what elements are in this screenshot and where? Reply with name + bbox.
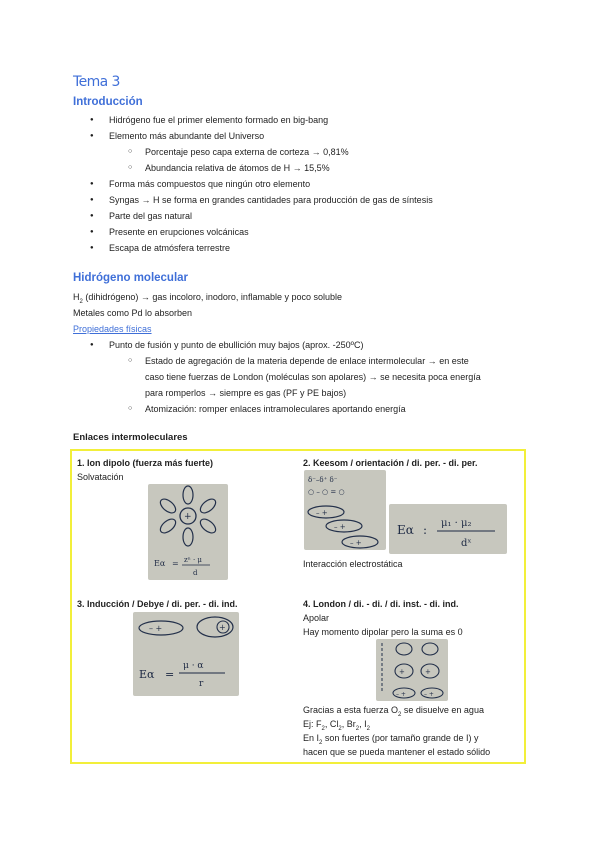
- svg-text:=: =: [172, 559, 179, 568]
- svg-text:+: +: [399, 668, 405, 676]
- list-item: caso tiene fuerzas de London (moléculas son apolares) → se necesita poca energía: [145, 372, 481, 382]
- cell3-formula-num: μ · α: [183, 661, 204, 671]
- list-item: ○ Abundancia relativa de átomos de H → 15,5%: [73, 160, 433, 176]
- cell4-line-en-i2: En $I_2$ son fuertes (por tamaño grande de I) y: [303, 733, 479, 746]
- cell1-formula-left: Eα: [154, 559, 166, 568]
- props-list: [73, 337, 481, 417]
- page-title: Tema 3: [73, 74, 120, 90]
- svg-text:– +: – +: [334, 523, 346, 531]
- list-item: ● Hidrógeno fue el primer elemento formado en big-bang: [73, 112, 433, 128]
- list-item: ● Elemento más abundante del Universo: [73, 128, 433, 144]
- cell1-formula-num: zⁿ · μ: [184, 556, 202, 564]
- cell4-line-solido: hacen que se pueda mantener el estado sólido: [303, 747, 491, 757]
- cell3-title: 3. Inducción / Debye / di. per. - di. ind.: [77, 599, 238, 609]
- propiedades-fisicas-link[interactable]: Propiedades físicas: [73, 324, 152, 334]
- cell2-formula-left: Eα: [397, 523, 414, 537]
- cell4-title: 4. London / di. - di. / di. inst. - di. ind.: [303, 599, 459, 609]
- list-item: ● Forma más compuestos que ningún otro elemento: [73, 176, 433, 192]
- svg-text:– +: – +: [149, 624, 163, 633]
- cell2-title: 2. Keesom / orientación / di. per. - di. per.: [303, 458, 478, 468]
- svg-text:○ – ○ = ○: ○ – ○ = ○: [308, 488, 345, 496]
- svg-text:– +: – +: [424, 691, 434, 698]
- list-item: ○ Porcentaje peso capa externa de corteza → 0,81%: [73, 144, 433, 160]
- svg-text:=: =: [165, 668, 175, 681]
- svg-text:+: +: [184, 512, 192, 522]
- cell4-line-gracias: Gracias a esta fuerza $O_2$ se disuelve en agua: [303, 705, 484, 718]
- molecular-line-1: $H_2$ (dihidrógeno) → gas incoloro, inodoro, inflamable y poco soluble: [73, 292, 342, 305]
- keesom-formula-image: [389, 504, 507, 554]
- cell1-formula-den: d: [193, 569, 198, 577]
- list-item: ○ Estado de agregación de la materia depende de enlace intermolecular → en este: [73, 353, 481, 369]
- cell2-caption: Interacción electrostática: [303, 559, 403, 569]
- list-item: ● Parte del gas natural: [73, 208, 433, 224]
- svg-text:– +: – +: [316, 509, 328, 517]
- intro-list: [73, 112, 433, 256]
- svg-text:– +: – +: [396, 691, 406, 698]
- cell1-title: 1. Ion dipolo (fuerza más fuerte): [77, 458, 214, 468]
- svg-text:δ⁻–δ⁺ δ⁻: δ⁻–δ⁺ δ⁻: [308, 476, 338, 484]
- ion-dipolo-image: [148, 484, 228, 580]
- list-item: ● Escapa de atmósfera terrestre: [73, 240, 433, 256]
- cell3-formula-left: Eα: [139, 668, 155, 681]
- debye-image: [133, 612, 239, 696]
- cell4-line-momento: Hay momento dipolar pero la suma es 0: [303, 627, 463, 637]
- cell1-subtitle: Solvatación: [77, 472, 124, 482]
- svg-text:– +: – +: [350, 539, 362, 547]
- london-image: [376, 639, 448, 701]
- molecular-line-2: Metales como Pd lo absorben: [73, 308, 193, 318]
- list-item: ○ Atomización: romper enlaces intramoleculares aportando energía: [73, 401, 481, 417]
- svg-text::: :: [423, 523, 428, 537]
- cell2-formula-den: dˣ: [461, 538, 472, 549]
- cell4-line-apolar: Apolar: [303, 613, 330, 623]
- list-item: ● Presente en erupciones volcánicas: [73, 224, 433, 240]
- cell2-formula-num: μ₁ · μ₂: [441, 518, 472, 529]
- cell3-formula-den: r: [199, 679, 204, 689]
- list-item: para romperlos → siempre es gas (PF y PE bajos): [145, 388, 347, 398]
- keesom-dipoles-image: [304, 470, 386, 550]
- section-heading-introduccion: Introducción: [73, 96, 143, 108]
- section-heading-hidrogeno-molecular: Hidrógeno molecular: [73, 272, 189, 284]
- cell4-line-ej: Ej: $F_2$, $Cl_2$, $Br_2$, $I_2$: [303, 719, 370, 732]
- svg-text:+: +: [219, 623, 226, 632]
- svg-text:+: +: [425, 668, 431, 676]
- enlaces-heading: Enlaces intermoleculares: [73, 432, 188, 443]
- list-item: ● Syngas → H se forma en grandes cantidades para producción de gas de síntesis: [73, 192, 433, 208]
- list-item: ● Punto de fusión y punto de ebullición muy bajos (aprox. -250ºC): [73, 337, 481, 353]
